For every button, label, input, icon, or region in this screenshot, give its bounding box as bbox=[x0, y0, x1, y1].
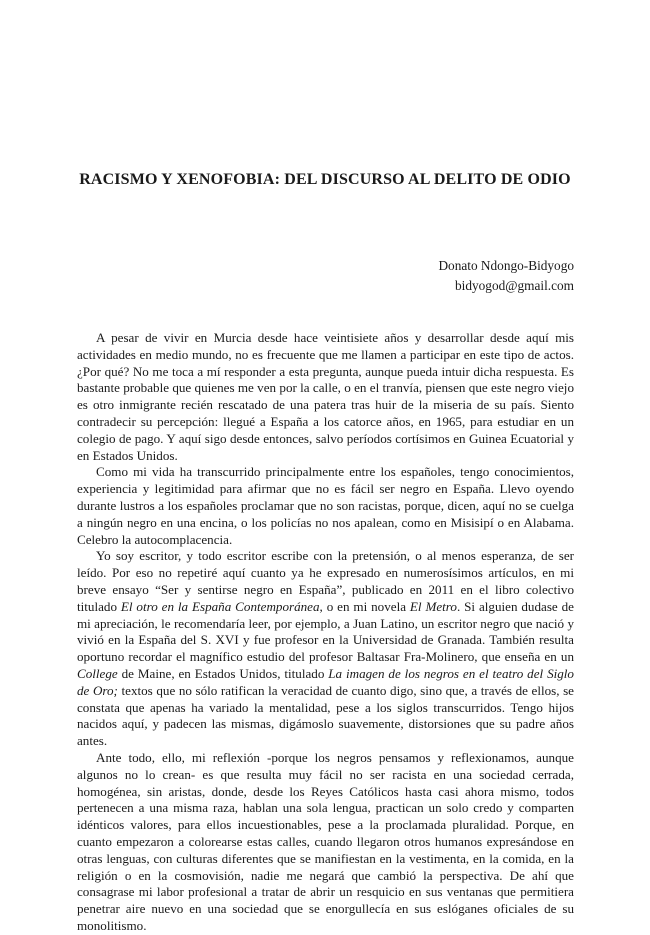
article-body bbox=[77, 330, 574, 935]
body-paragraph bbox=[77, 330, 574, 464]
paragraph-text: o en mi novela bbox=[322, 598, 410, 614]
paragraph-text: Yo soy escritor, y todo escritor escribe con la pretensión, o al menos esperanza, de ser leído. Por eso no repetiré aquí cuanto ya he expresado en numerosísimos artículos, en mi breve ensayo “Ser y sentirse negro en España”, publicado en 2011 en el libro colectivo titulado bbox=[77, 548, 574, 614]
paragraph-text: Como mi vida ha transcurrido principalmente entre los españoles, tengo conocimientos, experiencia y legitimidad para afirmar que no es fácil ser negro en España. Llevo oyendo durante lustros a los españoles proclamar que no son racistas, porque, dicen, aquí no se cuelga a ningún negro en una encina, o los policías no nos apalean, como en Misisipí o en Alabama. Celebro la autocomplacencia. bbox=[77, 464, 574, 547]
paragraph-text: de Maine, en Estados Unidos, titulado bbox=[117, 665, 329, 681]
paragraph-text: Ante todo, ello, mi reflexión -porque los negros pensamos y reflexionamos, aunque algunos no lo crean- es que resulta muy fácil no ser racista en una sociedad cerrada, homogénea, sin aristas, donde, desde los Reyes Católicos hasta casi ahora mismo, todos pertenecen a una misma raza, hablan una sola lengua, practican un solo credo y comparten idénticos valores, para ellos incuestionables, pese a la proclamada pluralidad. Porque, en cuanto empezaron a colorearse estas calles, cuando llegaron otros humanos expresándose en otras lenguas, con culturas diferentes que se manifiestan en la vestimenta, en la comida, en la religión o en la cosmovisión, nadie me negará que cambió la perspectiva. De ahí que consagrase mi labor profesional a tratar de abrir un resquicio en sus ventanas que permitiera penetrar aire nuevo en una sociedad que se enorgullecía en sus eslóganes oficiales de su monolitismo. bbox=[77, 749, 574, 933]
italic-title-text: El otro en la España Contemporánea, bbox=[120, 598, 323, 614]
author-name: Donato Ndongo-Bidyogo bbox=[438, 258, 574, 273]
body-paragraph bbox=[77, 464, 574, 548]
paragraph-text: A pesar de vivir en Murcia desde hace veintisiete años y desarrollar desde aquí mis actividades en medio mundo, no es frecuente que me llamen a participar en este tipo de actos. ¿Por qué? No me toca a mí responder a esta pregunta, aunque pueda intuir dicha respuesta. Es bastante probable que quienes me ven por la calle, o en el tranvía, piensen que este negro viejo es otro inmigrante recién rescatado de una patera tras huir de la miseria de su país. Siento contradecir su percepción: llegué a España a los catorce años, en 1965, para estudiar en un colegio de pago. Y aquí sigo desde entonces, salvo períodos cortísimos en Guinea Ecuatorial y en Estados Unidos. bbox=[77, 330, 574, 463]
paragraph-text: textos que no sólo ratifican la veracidad de cuanto digo, sino que, a través de ellos, se constata que apenas ha variado la mentalidad, pese a los siglos transcurridos. Tengo hijos nacidos aquí, y padecen las mismas, digámoslo suavemente, distorsiones que su padre años antes. bbox=[77, 682, 574, 749]
body-paragraph bbox=[77, 548, 574, 750]
author-block bbox=[438, 256, 574, 296]
author-email: bidyogod@gmail.com bbox=[455, 278, 574, 293]
italic-title-text: College bbox=[77, 665, 118, 681]
italic-title-text: El Metro bbox=[409, 598, 457, 614]
paragraph-text: . Si alguien dudase de mi apreciación, le recomendaría leer, por ejemplo, a Juan Latino, un escritor negro que nació y vivió en la España del S. XVI y fue profesor en la Universidad de Granada. También resulta oportuno recordar el magnífico estudio del profesor Baltasar Fra-Molinero, que enseña en un bbox=[77, 598, 574, 665]
body-paragraph bbox=[77, 750, 574, 935]
italic-title-text: La imagen de los negros en el teatro del Siglo de Oro; bbox=[77, 665, 574, 698]
article-title: RACISMO Y XENOFOBIA: DEL DISCURSO AL DELITO DE ODIO bbox=[79, 171, 571, 188]
